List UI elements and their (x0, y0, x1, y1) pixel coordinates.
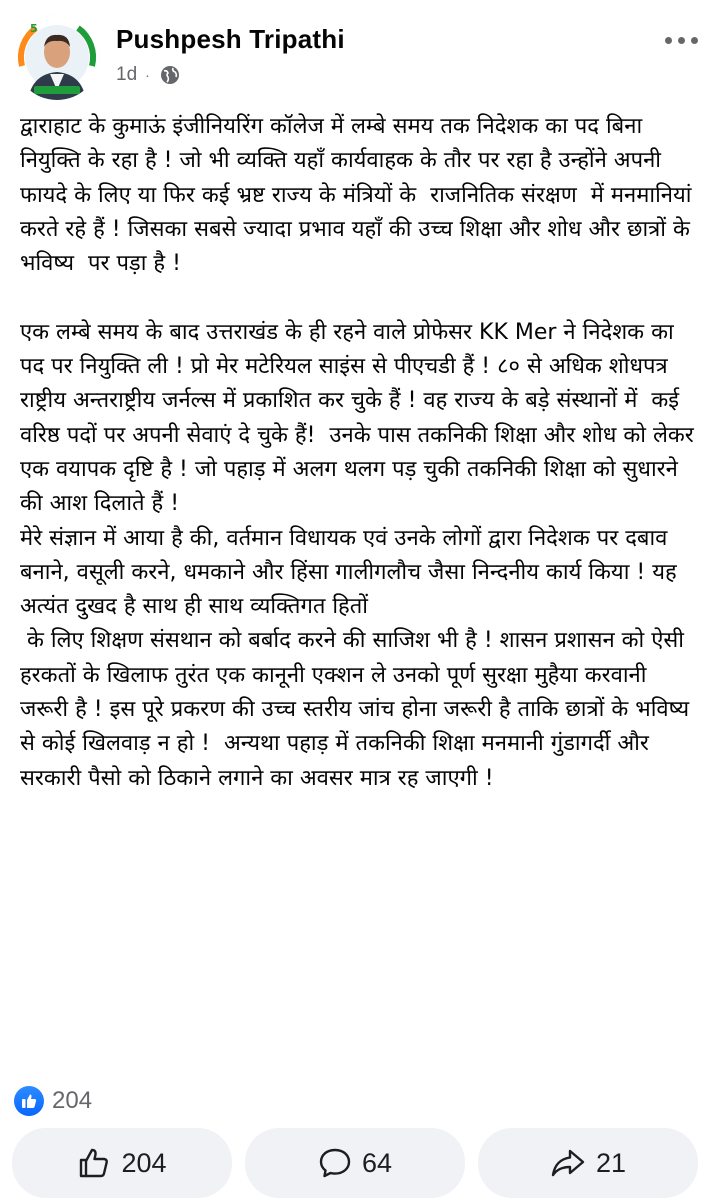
avatar-image (14, 14, 100, 100)
more-options-button[interactable] (658, 29, 704, 51)
like-button[interactable] (12, 1128, 232, 1198)
post-paragraph: मेरे संज्ञान में आया है की, वर्तमान विधायक एवं उनके लोगों द्वारा निदेशक पर दबाव बनाने, वसूली करने, धमकाने और हिंसा गालीगलौच जैसा निन्दनीय कार्य किया ! यह अत्यंत दुखद है साथ ही साथ व्यक्तिगत हितों (20, 525, 684, 620)
post-meta (116, 63, 180, 87)
post-actions (0, 1128, 710, 1200)
like-icon (14, 1086, 44, 1116)
like-count: 204 (121, 1147, 167, 1178)
post-time[interactable]: 1d (116, 64, 138, 85)
reaction-summary[interactable] (14, 1085, 92, 1117)
post-paragraph: के लिए शिक्षण संसथान को बर्बाद करने की साजिश भी है ! शासन प्रशासन को ऐसी हरकतों के खिलाफ तुरंत एक कानूनी एक्शन ले उनको पूर्ण सुरक्षा मुहैया करवानी जरूरी है ! इस पूरे प्रकरण की उच्च स्तरीय जांच होना जरूरी है ताकि छात्रों के भविष्य से कोई खिलवाड़ न हो ! अन्यथा पहाड़ में तकनिकी शिक्षा मनमानी गुंडागर्दी और सरकारी पैसो को ठिकाने लगाने का अवसर मात्र रह जाएगी ! (20, 628, 704, 791)
more-icon (665, 37, 672, 44)
reaction-count: 204 (52, 1087, 93, 1114)
author-avatar[interactable] (14, 14, 100, 100)
post-header (0, 0, 710, 100)
comment-count: 64 (361, 1147, 393, 1178)
post-body (20, 110, 704, 796)
post-paragraph: द्वाराहाट के कुमाऊं इंजीनियरिंग कॉलेज में लम्बे समय तक निदेशक का पद बिना नियुक्ति के रहा है ! जो भी व्यक्ति यहाँ कार्यवाहक के तौर पर रहा है उन्होंने अपनी फायदे के लिए या फिर कई भ्रष्ट राज्य के मंत्रियों के राजनितिक संरक्षण में मनमानियां करते रहे हैं ! जिसका सबसे ज्यादा प्रभाव यहाँ की उच्च शिक्षा और शोध और छात्रों के भविष्य पर पड़ा है ! (20, 114, 699, 277)
like-outline-icon (77, 1146, 111, 1180)
paragraph-spacer (20, 281, 700, 315)
meta-separator: · (145, 67, 150, 83)
svg-text:5: 5 (30, 22, 38, 35)
author-name[interactable]: Pushpesh Tripathi (116, 24, 345, 54)
share-count: 21 (595, 1147, 627, 1178)
share-button[interactable] (478, 1128, 698, 1198)
share-icon (550, 1146, 586, 1180)
comment-icon (318, 1146, 352, 1180)
post-paragraph: एक लम्बे समय के बाद उत्तराखंड के ही रहने वाले प्रोफेसर KK Mer ने निदेशक का पद पर नियुक्ति ली ! प्रो मेर मटेरियल साइंस से पीएचडी हैं ! ८० से अधिक शोधपत्र राष्ट्रीय अन्तराष्ट्रीय जर्नल्स में प्रकाशित कर चुके हैं ! वह राज्य के बड़े संस्थानों में कई वरिष्ठ पदों पर अपनी सेवाएं दे चुके हैं! उनके पास तकनिकी शिक्षा और शोध को लेकर एक वयापक दृष्टि है ! जो पहाड़ में अलग थलग पड़ चुकी तकनिकी शिक्षा को सुधारने की आश दिलाते हैं ! (20, 319, 701, 517)
globe-icon (160, 65, 180, 85)
comment-button[interactable] (245, 1128, 465, 1198)
